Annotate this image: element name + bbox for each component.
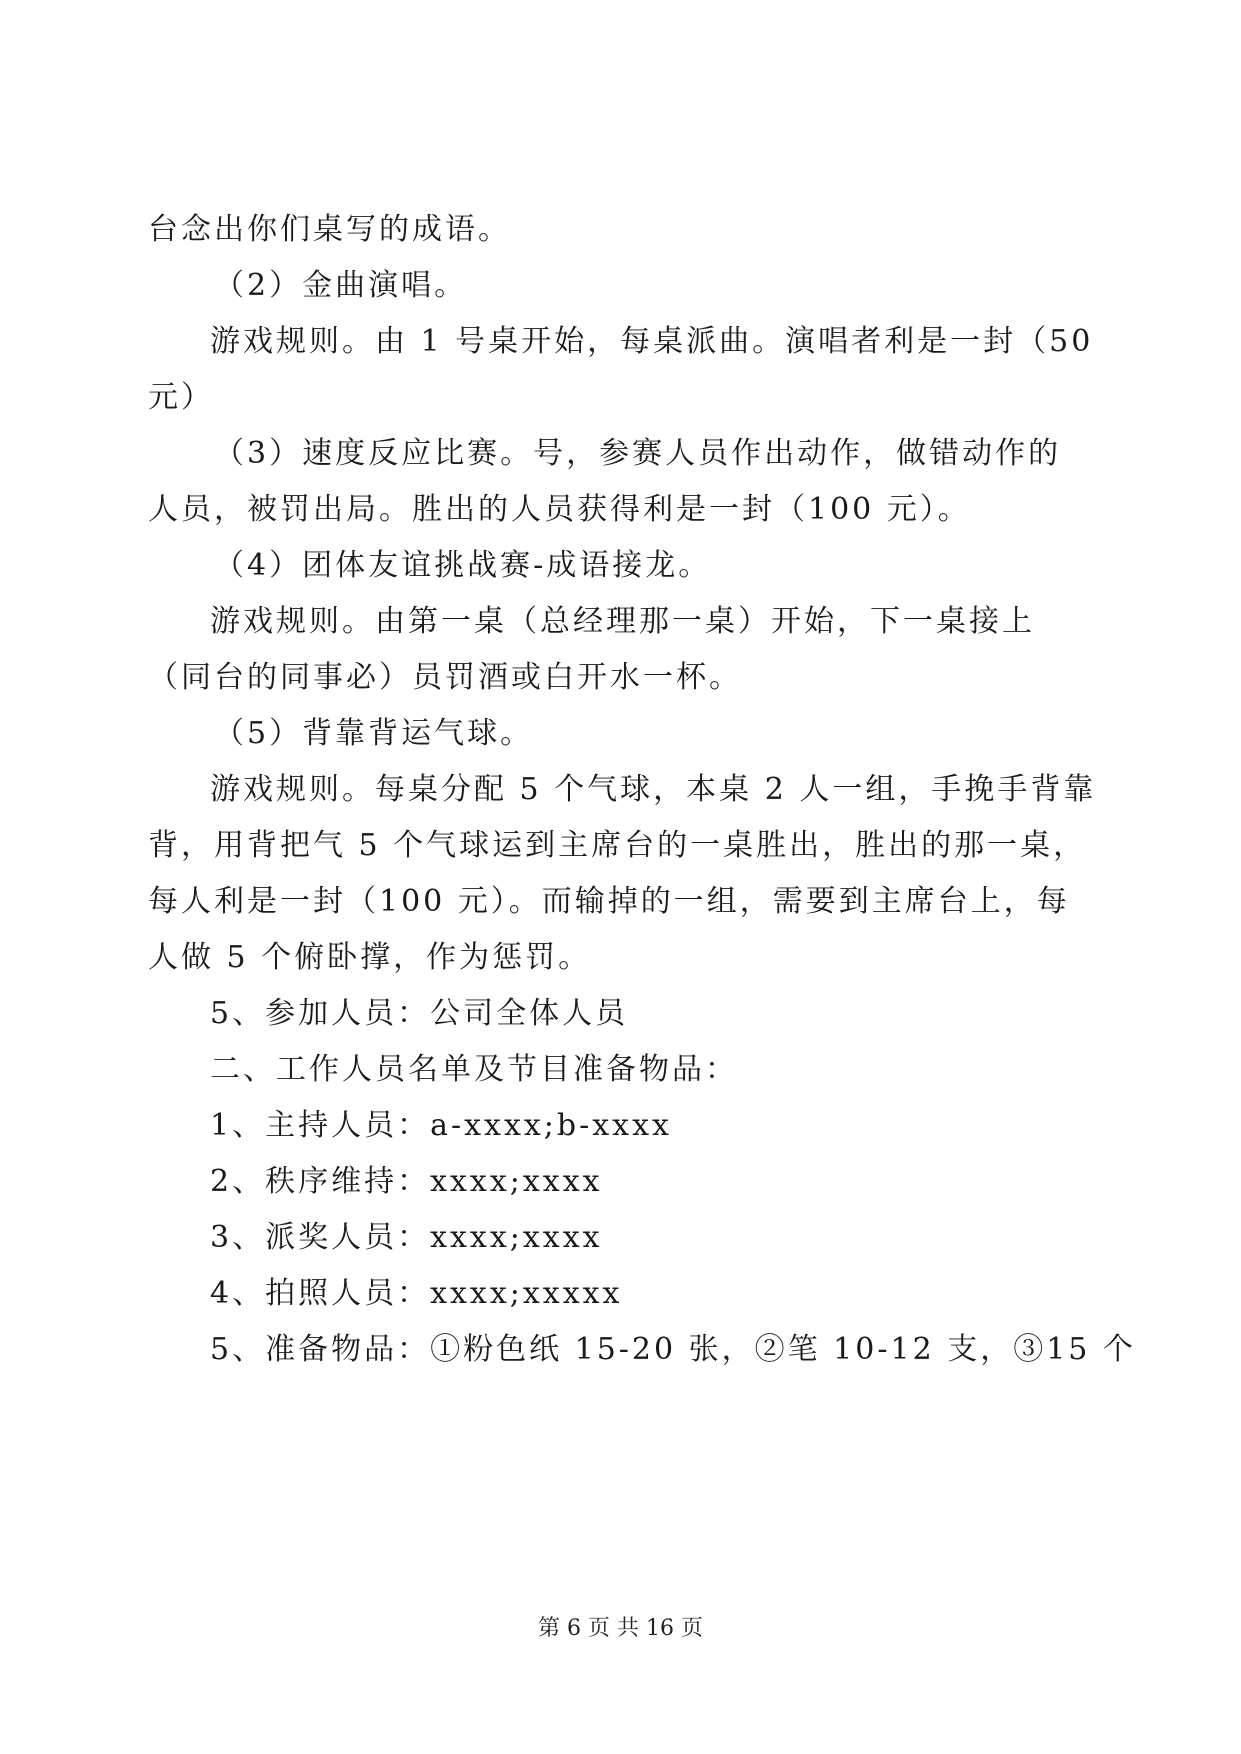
text-line: 背，用背把气 5 个气球运到主席台的一桌胜出，胜出的那一桌， bbox=[148, 828, 1087, 863]
text-line: 4、拍照人员：xxxx;xxxxx bbox=[210, 1276, 623, 1311]
text-line: 元） bbox=[148, 380, 214, 415]
text-line: （5）背靠背运气球。 bbox=[214, 716, 534, 751]
page-footer: 第 6 页 共 16 页 bbox=[538, 1616, 703, 1641]
text-line: （2）金曲演唱。 bbox=[214, 268, 468, 303]
text-line: 1、主持人员：a-xxxx;b-xxxx bbox=[210, 1108, 672, 1143]
text-line: （同台的同事必）员罚酒或白开水一杯。 bbox=[148, 660, 742, 695]
text-line: 3、派奖人员：xxxx;xxxx bbox=[210, 1220, 603, 1255]
text-line: 5、准备物品：①粉色纸 15-20 张，②笔 10-12 支，③15 个 bbox=[210, 1332, 1136, 1367]
text-line: 每人利是一封（100 元）。而输掉的一组，需要到主席台上，每 bbox=[148, 884, 1070, 919]
text-line: 游戏规则。每桌分配 5 个气球，本桌 2 人一组，手挽手背靠 bbox=[210, 772, 1097, 807]
text-line: 游戏规则。由 1 号桌开始，每桌派曲。演唱者利是一封（50 bbox=[210, 324, 1094, 359]
text-line: （3）速度反应比赛。号，参赛人员作出动作，做错动作的 bbox=[214, 436, 1062, 471]
text-line: 5、参加人员：公司全体人员 bbox=[210, 996, 629, 1031]
text-line: 2、秩序维持：xxxx;xxxx bbox=[210, 1164, 603, 1199]
text-line: 二、工作人员名单及节目准备物品： bbox=[210, 1052, 738, 1087]
text-line: 台念出你们桌写的成语。 bbox=[148, 212, 511, 247]
text-line: （4）团体友谊挑战赛-成语接龙。 bbox=[214, 548, 712, 583]
text-line: 游戏规则。由第一桌（总经理那一桌）开始，下一桌接上 bbox=[210, 604, 1035, 639]
text-line: 人员，被罚出局。胜出的人员获得利是一封（100 元）。 bbox=[148, 492, 971, 527]
text-line: 人做 5 个俯卧撑，作为惩罚。 bbox=[148, 940, 592, 975]
